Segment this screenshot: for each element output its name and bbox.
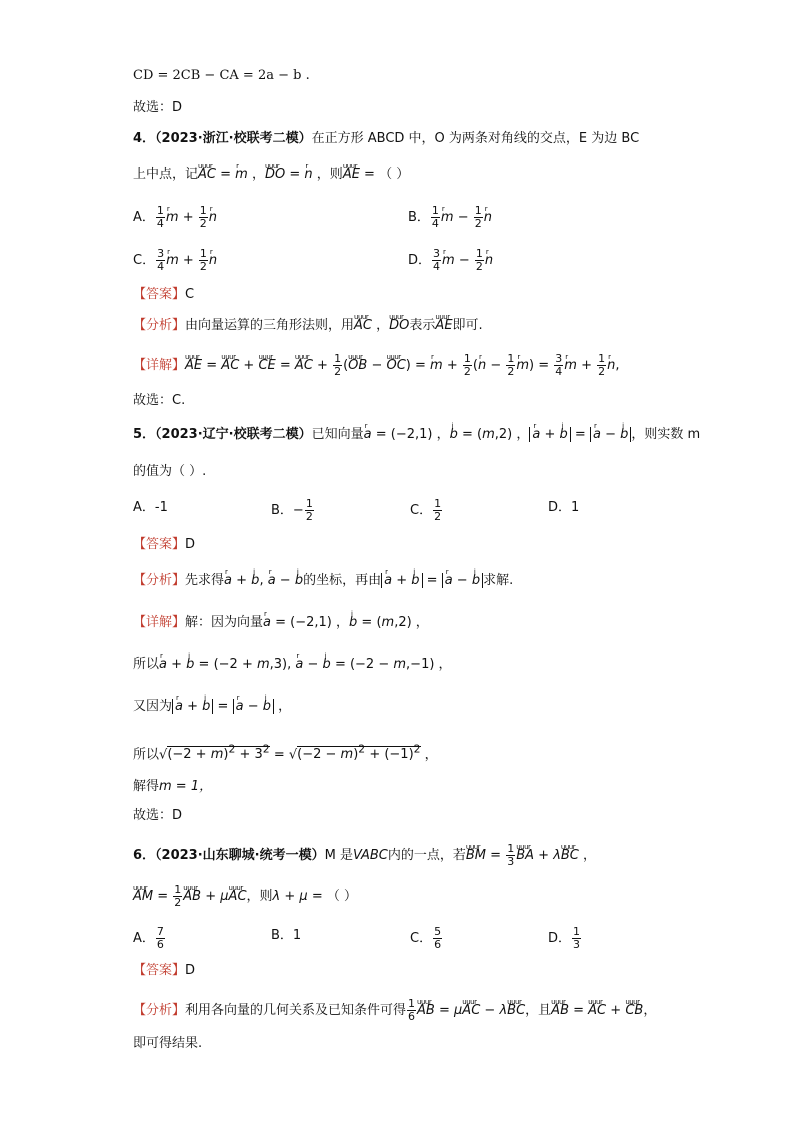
q5-so1: 所以r a + i b = (−2 + m,3), r a − i b = (−2 − m,−1) ，	[133, 655, 452, 675]
q6-option-a: A． $\frac{7}{6}$	[133, 925, 164, 951]
q6-analysis: 【分析】利用各向量的几何关系及已知条件可得 $\frac{1}{6}$ uuur AB = μuuur AC − λuuur BC，且uuur AB = uuur AC + uuur CB，	[133, 998, 656, 1023]
q5-option-a: A．-1	[133, 500, 168, 515]
q4-option-a: A． $\frac{1}{4}$ r m + $\frac{1}{2}$ r n	[133, 205, 217, 230]
q6-option-c: C． $\frac{5}{6}$	[410, 925, 442, 951]
q4-detail: 【详解】uuur AE = uuur AC + uuur CE = uuur AC + $\frac{1}{2}$ (uuur OB − uuur OC) = r m + $\frac{1}{2}$ (r n − $\frac{1}{2}$ r m) = $\frac{3}{4}$ r m + $\frac{1}{2}$ r n,	[133, 353, 620, 378]
q5-answer: 【答案】D	[133, 537, 196, 552]
q4-stem-line2: 上中点，记uuur AC = r m ，uuur DO = r n ，则uuur AE = （ ）	[133, 165, 409, 185]
q6-analysis-line2: 即可得结果.	[133, 1036, 203, 1051]
q6-stem-line1: 6．（2023·山东聊城·统考一模）M 是VABC内的一点，若uuur BM = $\frac{1}{3}$ uuur BA + λuuur BC ，	[133, 843, 596, 868]
q6-answer: 【答案】D	[133, 963, 196, 978]
q5-solve: 解得m = 1，	[133, 779, 213, 794]
q4-analysis: 【分析】由向量运算的三角形法则，用uuur AC ，uuur DO表示uuur AE即可.	[133, 316, 483, 336]
q4-choose: 故选：C.	[133, 393, 186, 408]
q5-option-d: D．1	[548, 500, 580, 515]
q5-so2: 所以$√(-2 + m)^2 + 3^2 = √(-2 - m)^2 + (-1)^2$ ，	[133, 743, 438, 763]
q5-stem-line2: 的值为（ ）.	[133, 464, 207, 479]
q5-stem-line1: 5．（2023·辽宁·校联考二模）已知向量r a = (−2,1) ，i b = (m,2) ，r a + i b = r a − i b ，则实数 m	[133, 425, 700, 445]
q4-option-c: C． $\frac{3}{4}$ r m + $\frac{1}{2}$ r n	[133, 248, 217, 273]
q5-choose: 故选：D	[133, 808, 183, 823]
q4-answer: 【答案】C	[133, 287, 195, 302]
q5-detail: 【详解】解：因为向量r a = (−2,1) ，i b = (m,2) ，	[133, 613, 429, 633]
q6-stem-line2: uuur AM = $\frac{1}{2}$ uuur AB + μuuur AC，则λ + μ = （ ）	[133, 884, 357, 909]
q6-option-d: D． $\frac{1}{3}$	[548, 925, 581, 951]
q6-option-b: B．1	[271, 928, 302, 943]
cd-equation: CD = 2CB − CA = 2a − b .	[133, 68, 310, 83]
q5-also: 又因为r a + i b = r a − i b ，	[133, 697, 291, 717]
choose-line-q3: 故选：D	[133, 100, 183, 115]
q4-option-b: B． $\frac{1}{4}$ r m − $\frac{1}{2}$ r n	[408, 205, 492, 230]
q5-option-b: B．− $\frac{1}{2}$	[271, 497, 313, 523]
q4-option-d: D． $\frac{3}{4}$ r m − $\frac{1}{2}$ r n	[408, 248, 493, 273]
q5-option-c: C． $\frac{1}{2}$	[410, 497, 442, 523]
q4-stem-line1: 4．（2023·浙江·校联考二模）在正方形 ABCD 中，O 为两条对角线的交点，E 为边 BC	[133, 131, 640, 146]
q5-analysis: 【分析】先求得r a + i b, r a − i b的坐标，再由r a + i b = r a − i b 求解.	[133, 571, 513, 591]
